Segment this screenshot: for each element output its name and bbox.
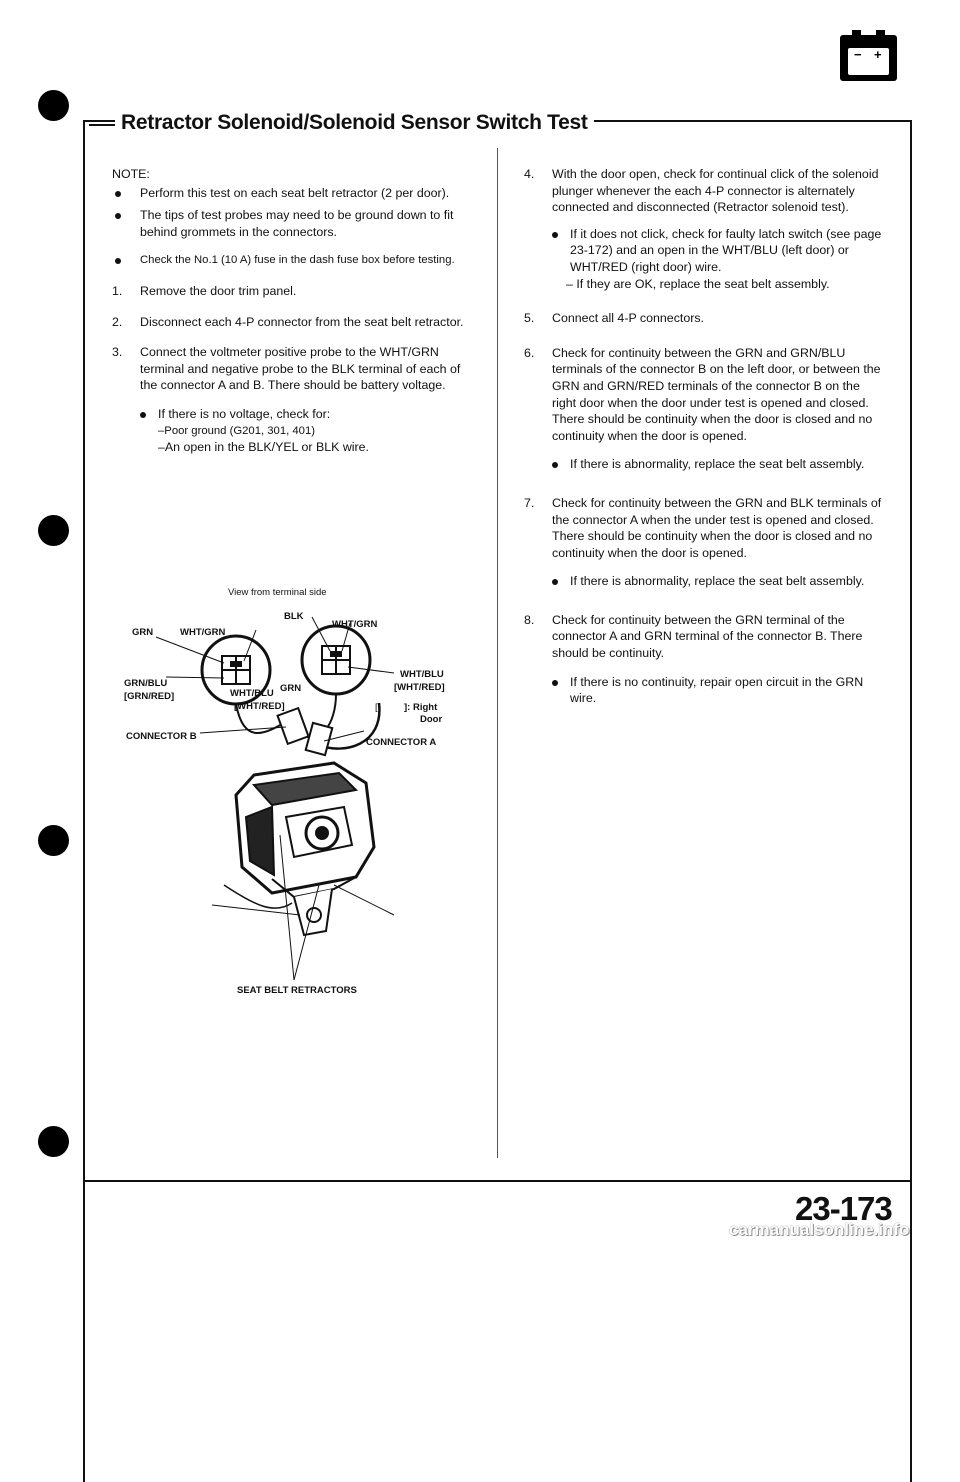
battery-minus: −	[854, 47, 862, 62]
label-grn-left: GRN	[132, 627, 154, 638]
step-1	[112, 283, 474, 300]
right-column	[524, 166, 884, 707]
step-6-bullet: If there is abnormality, replace the seat belt assembly.	[552, 456, 884, 473]
step-text: Remove the door trim panel.	[140, 283, 297, 298]
left-column	[112, 166, 474, 456]
binder-hole	[38, 90, 69, 121]
step-7-bullet: If there is abnormality, replace the seat belt assembly.	[552, 573, 884, 590]
step-text: With the door open, check for continual click of the solenoid plunger whenever the each 4-P connector is alternately connected and disconnected (Retractor solenoid test).	[552, 167, 879, 215]
label-bracket-open: [	[375, 702, 378, 713]
title-lead-rule	[89, 124, 117, 126]
diagram-drawing	[104, 585, 494, 1010]
step-text: Connect the voltmeter positive probe to the WHT/GRN terminal and negative probe to the BLK terminal of each of the connector A and B. There should be battery voltage.	[140, 345, 461, 393]
step-3	[112, 344, 474, 394]
label-seat-belt-retractors: SEAT BELT RETRACTORS	[237, 985, 357, 996]
step-2	[112, 314, 474, 331]
step-number: 7.	[524, 495, 535, 510]
step-text: Connect all 4-P connectors.	[552, 311, 704, 326]
step-text: Check for continuity between the GRN terminal of the connector A and GRN terminal of the connector B. There should be continuity.	[552, 612, 863, 661]
page-number: 23-173	[795, 1190, 892, 1227]
step-6	[524, 345, 884, 445]
step-text: Disconnect each 4-P connector from the seat belt retractor.	[140, 314, 464, 329]
label-right-door: ]: Right	[404, 702, 438, 713]
step-5	[524, 310, 884, 327]
step-number: 5.	[524, 311, 535, 326]
label-door: Door	[420, 714, 443, 725]
step-number: 8.	[524, 612, 535, 627]
note-item: The tips of test probes may need to be ground down to fit behind grommets in the connectors.	[112, 207, 474, 240]
step-4	[524, 166, 884, 216]
note-item: Check the No.1 (10 A) fuse in the dash fuse box before testing.	[112, 252, 474, 269]
binder-hole	[38, 825, 69, 856]
step-8-bullet: If there is no continuity, repair open circuit in the GRN wire.	[552, 674, 884, 707]
binder-hole	[38, 515, 69, 546]
label-wht-blu-right: WHT/BLU	[400, 669, 444, 680]
step-number: 6.	[524, 345, 535, 360]
step-4-sub-item: – If they are OK, replace the seat belt assembly.	[566, 276, 830, 291]
page-title: Retractor Solenoid/Solenoid Sensor Switch Test	[115, 111, 594, 135]
label-blk: BLK	[284, 611, 304, 622]
connector-diagram	[104, 585, 494, 1010]
note-item: Perform this test on each seat belt retractor (2 per door).	[112, 185, 474, 202]
label-wht-blu-mid: WHT/BLU	[230, 688, 274, 699]
label-wht-red-right: [WHT/RED]	[394, 682, 445, 693]
step-8	[524, 612, 884, 662]
label-grn-mid: GRN	[280, 683, 302, 694]
step-text: Check for continuity between the GRN and GRN/BLU terminals of the connector B on the left door, or between the GRN and GRN/RED terminals of the connector B on the right door when the door under test is opened and closed. There should be continuity when the door is closed and no continuity when the door is opened.	[552, 345, 881, 443]
watermark: carmanualsonline.info	[729, 1220, 910, 1239]
column-divider	[497, 148, 498, 1158]
binder-hole	[38, 1126, 69, 1157]
step-number: 4.	[524, 167, 535, 181]
step-3-sub-item: –An open in the BLK/YEL or BLK wire.	[158, 440, 369, 455]
frame-bottom-rule	[83, 1180, 910, 1182]
step-number: 3.	[112, 345, 123, 360]
step-number: 2.	[112, 314, 123, 329]
step-7	[524, 495, 884, 561]
battery-plus: +	[874, 47, 882, 62]
view-label: View from terminal side	[228, 587, 327, 598]
label-connector-b: CONNECTOR B	[126, 731, 197, 742]
step-4-bullet: If it does not click, check for faulty latch switch (see page 23-172) and an open in the WHT/BLU (left door) or WHT/RED (right door) wire.	[552, 226, 884, 276]
step-3-bullet: If there is no voltage, check for:	[140, 406, 474, 423]
note-label: NOTE:	[112, 167, 150, 181]
step-3-sub-item: –Poor ground (G201, 301, 401)	[158, 424, 316, 437]
step-text: Check for continuity between the GRN and BLK terminals of the connector A when the under test is opened and closed. There should be continuity when the door is closed and no continuity when the door is opened.	[552, 495, 882, 560]
label-grn-red: [GRN/RED]	[124, 691, 175, 702]
step-number: 1.	[112, 283, 123, 298]
label-wht-grn-right: WHT/GRN	[332, 619, 378, 630]
battery-icon	[840, 35, 897, 81]
label-wht-grn-left: WHT/GRN	[180, 627, 226, 638]
label-grn-blu: GRN/BLU	[124, 678, 168, 689]
label-wht-red-mid: [WHT/RED]	[234, 701, 285, 712]
label-connector-a: CONNECTOR A	[366, 737, 437, 748]
